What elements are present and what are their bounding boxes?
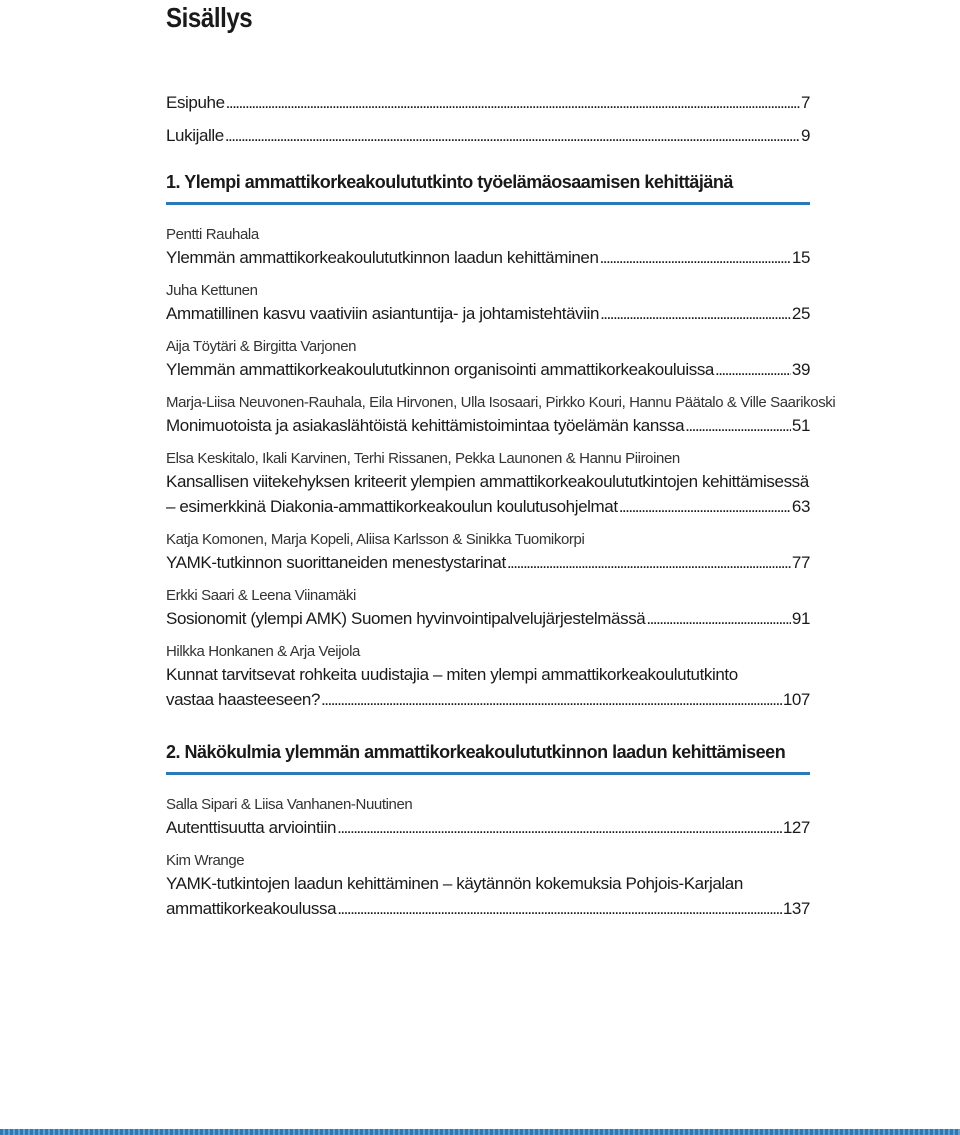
toc-entry-title-continued: – esimerkkinä Diakonia-ammattikorkeakoulun koulutusohjelmat xyxy=(166,497,618,516)
dot-leader xyxy=(225,123,800,148)
toc-entry[interactable] xyxy=(166,586,810,631)
toc-entry-line xyxy=(166,606,810,631)
toc-entry-line xyxy=(166,815,810,840)
dot-leader xyxy=(646,606,791,631)
section-heading-2[interactable]: 2. Näkökulmia ylemmän ammattikorkeakoulututkinnon laadun kehittämiseen xyxy=(166,742,786,762)
toc-entry[interactable] xyxy=(166,337,810,382)
dot-leader xyxy=(507,550,791,575)
toc-entry-author: Erkki Saari & Leena Viinamäki xyxy=(166,587,356,604)
toc-entry-line xyxy=(166,245,810,270)
toc-entry-line xyxy=(166,301,810,326)
toc-entry-title: Autenttisuutta arviointiin xyxy=(166,818,337,837)
toc-entry-line xyxy=(166,896,810,921)
toc-entry-page: 91 xyxy=(791,609,810,628)
toc-entry-page: 77 xyxy=(791,553,810,572)
toc-entry[interactable] xyxy=(166,530,810,575)
page-title: Sisällys xyxy=(166,2,253,33)
dot-leader xyxy=(226,90,800,115)
toc-entry-title: Lukijalle xyxy=(166,126,224,145)
toc-entry-line xyxy=(166,494,810,519)
table-of-contents xyxy=(166,90,836,921)
section-heading-1[interactable]: 1. Ylempi ammattikorkeakoulututkinto työelämäosaamisen kehittäjänä xyxy=(166,172,733,192)
toc-entry-page: 107 xyxy=(782,690,810,709)
toc-entry-title: Ylemmän ammattikorkeakoulututkinnon organisointi ammattikorkeakouluissa xyxy=(166,360,714,379)
toc-entry-title: Ammatillinen kasvu vaativiin asiantuntija- ja johtamistehtäviin xyxy=(166,304,600,323)
toc-entry-title: Kansallisen viitekehyksen kriteerit ylempien ammattikorkeakoulututkintojen kehittämisessä xyxy=(166,472,809,491)
toc-entry-page: 9 xyxy=(800,126,810,145)
dot-leader xyxy=(337,896,782,921)
toc-entry-page: 127 xyxy=(782,818,810,837)
toc-entry-page: 15 xyxy=(791,248,810,267)
toc-entry[interactable] xyxy=(166,449,810,519)
toc-entry[interactable] xyxy=(166,795,810,840)
toc-entry-page: 7 xyxy=(800,93,810,112)
dot-leader xyxy=(600,301,791,326)
toc-entry-author: Salla Sipari & Liisa Vanhanen-Nuutinen xyxy=(166,796,413,813)
toc-entry[interactable] xyxy=(166,393,836,438)
toc-entry-title-continued: ammattikorkeakoulussa xyxy=(166,899,337,918)
toc-entry-to-reader[interactable] xyxy=(166,123,810,148)
footer-bar xyxy=(0,1129,960,1135)
toc-entry-line xyxy=(166,687,810,712)
toc-entry-page: 25 xyxy=(791,304,810,323)
dot-leader xyxy=(715,357,791,382)
toc-entry-author: Katja Komonen, Marja Kopeli, Aliisa Karlsson & Sinikka Tuomikorpi xyxy=(166,531,585,548)
section-divider xyxy=(166,772,810,775)
toc-entry-author: Aija Töytäri & Birgitta Varjonen xyxy=(166,338,357,355)
toc-entry[interactable] xyxy=(166,281,810,326)
toc-entry-author: Elsa Keskitalo, Ikali Karvinen, Terhi Rissanen, Pekka Launonen & Hannu Piiroinen xyxy=(166,450,680,467)
dot-leader xyxy=(337,815,782,840)
toc-entry-title: Sosionomit (ylempi AMK) Suomen hyvinvointipalvelujärjestelmässä xyxy=(166,609,646,628)
toc-entry-author: Juha Kettunen xyxy=(166,282,258,299)
toc-entry-page: 39 xyxy=(791,360,810,379)
toc-entry-page: 137 xyxy=(782,899,810,918)
dot-leader xyxy=(685,413,791,438)
dot-leader xyxy=(321,687,782,712)
dot-leader xyxy=(619,494,791,519)
dot-leader xyxy=(600,245,791,270)
toc-entry-title-continued: vastaa haasteeseen? xyxy=(166,690,321,709)
toc-entry-page: 51 xyxy=(791,416,810,435)
toc-entry-page: 63 xyxy=(791,497,810,516)
toc-entry-title: YAMK-tutkinnon suorittaneiden menestystarinat xyxy=(166,553,506,572)
toc-entry-title: Esipuhe xyxy=(166,93,225,112)
toc-entry-title: YAMK-tutkintojen laadun kehittäminen – käytännön kokemuksia Pohjois-Karjalan xyxy=(166,874,743,893)
section-divider xyxy=(166,202,810,205)
toc-entry-author: Hilkka Honkanen & Arja Veijola xyxy=(166,643,360,660)
toc-entry-author: Marja-Liisa Neuvonen-Rauhala, Eila Hirvonen, Ulla Isosaari, Pirkko Kouri, Hannu Päätalo & Ville Saarikoski xyxy=(166,394,836,411)
toc-entry-author: Pentti Rauhala xyxy=(166,226,259,243)
toc-entry-line xyxy=(166,550,810,575)
toc-entry-preface[interactable] xyxy=(166,90,810,115)
toc-entry-title: Monimuotoista ja asiakaslähtöistä kehittämistoimintaa työelämän kanssa xyxy=(166,416,685,435)
toc-entry[interactable] xyxy=(166,851,810,921)
toc-entry-title: Kunnat tarvitsevat rohkeita uudistajia – miten ylempi ammattikorkeakoulututkinto xyxy=(166,665,738,684)
toc-entry[interactable] xyxy=(166,642,810,712)
toc-entry-line xyxy=(166,357,810,382)
toc-entry-line xyxy=(166,413,810,438)
toc-entry[interactable] xyxy=(166,225,810,270)
toc-entry-author: Kim Wrange xyxy=(166,852,245,869)
toc-entry-title: Ylemmän ammattikorkeakoulututkinnon laadun kehittäminen xyxy=(166,248,599,267)
